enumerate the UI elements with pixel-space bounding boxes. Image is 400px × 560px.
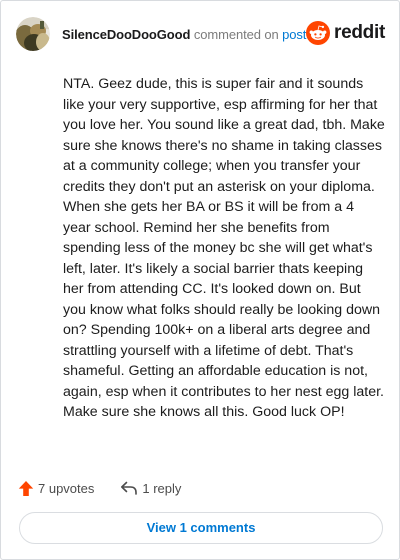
comment-byline [62, 27, 306, 42]
username[interactable]: SilenceDooDooGood [62, 27, 191, 42]
comment-header [16, 17, 387, 51]
post-link[interactable]: post [282, 27, 307, 42]
upvote-arrow-icon [18, 480, 34, 497]
reply-button[interactable] [120, 480, 181, 496]
comment-body: NTA. Geez dude, this is super fair and it sounds like your very supportive, esp affirming for her that you love her. You sound like a great dad, tbh. Make sure she knows there's no shame in taking classes at a community college; when you transfer your credits they don't put an asterisk on your diploma. When she gets her BA or BS it will be from a 4 year school. Remind her she benefits from spending less of the money bc she will get what's left, later. It's likely a social barrier thats keeping her from attending CC. It's looked down on. But you know what folks should really be looking down on? Spending 100k+ on a liberal arts degree and strattling yourself with a lifetime of debt. That's shameful. Getting an affordable education is not, again, esp when it contributes to her nest egg later. Make sure she knows all this. Good luck OP! [63, 76, 385, 420]
avatar-image [16, 17, 50, 51]
comment-actions [18, 478, 181, 498]
reply-arrow-icon [120, 480, 138, 496]
upvote-button[interactable] [18, 480, 94, 497]
upvote-count: 7 upvotes [38, 480, 95, 496]
reply-count: 1 reply [142, 480, 182, 496]
reddit-alien-icon [306, 21, 330, 45]
view-comments-button[interactable]: View 1 comments [19, 512, 383, 544]
avatar[interactable] [16, 17, 50, 51]
commented-on-text: commented on [193, 27, 279, 42]
reddit-wordmark: reddit [334, 22, 385, 43]
reddit-logo[interactable] [306, 21, 385, 45]
